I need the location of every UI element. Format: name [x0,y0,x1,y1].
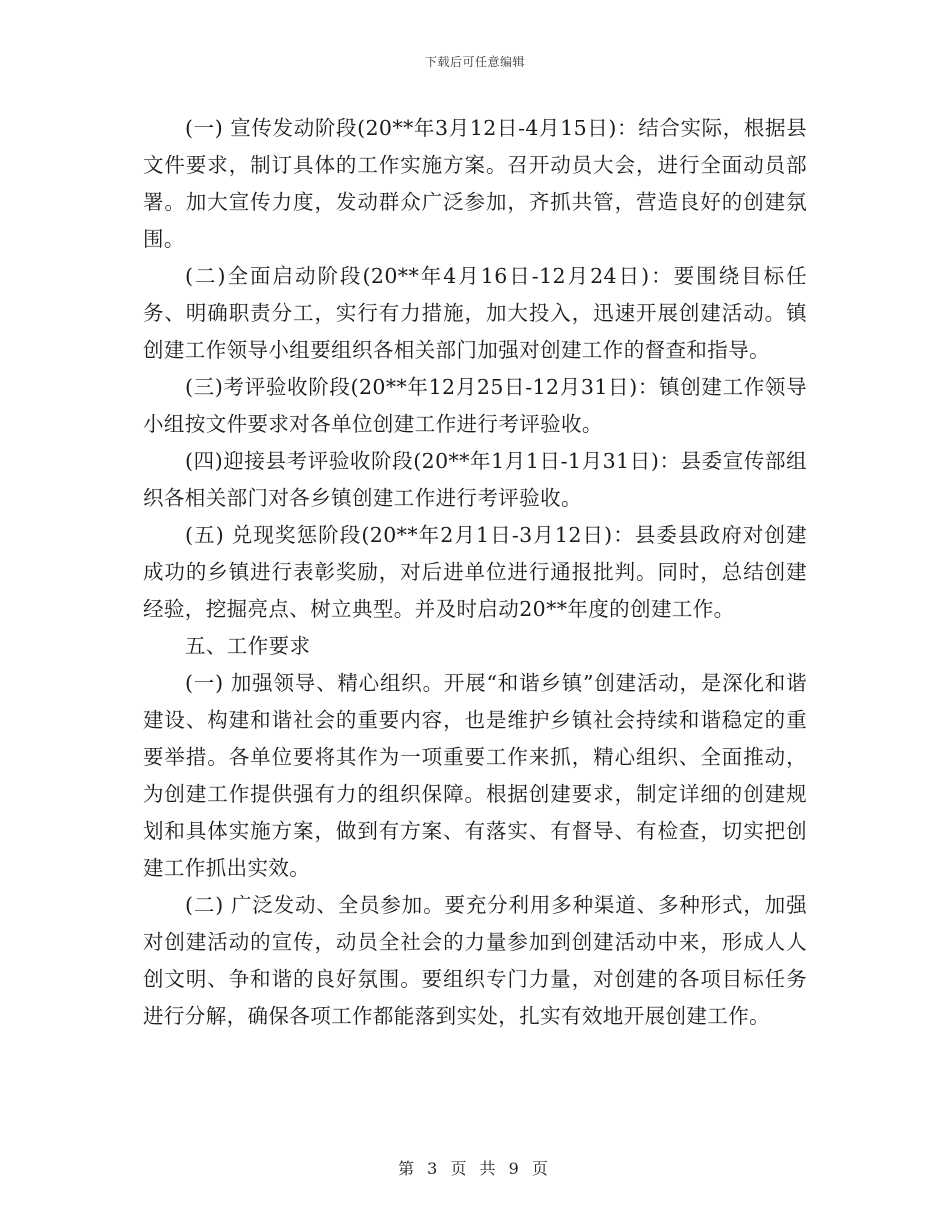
paragraph-stage-2: (二)全面启动阶段(20**年4月16日-12月24日)：要围绕目标任务、明确职责分工，实行有力措施，加大投入，迅速开展创建活动。镇创建工作领导小组要组织各相关部门加强对创建工作的督查和指导。 [143,264,807,362]
document-body [143,110,807,1035]
paragraph-requirement-2: (二) 广泛发动、全员参加。要充分利用多种渠道、多种形式，加强对创建活动的宣传，动员全社会的力量参加到创建活动中来，形成人人创文明、争和谐的良好氛围。要组织专门力量，对创建的各项目标任务进行分解，确保各项工作都能落到实处，扎实有效地开展创建工作。 [143,893,807,1028]
paragraph-stage-3: (三)考评验收阶段(20**年12月25日-12月31日)：镇创建工作领导小组按文件要求对各单位创建工作进行考评验收。 [143,375,807,436]
paragraph-stage-4: (四)迎接县考评验收阶段(20**年1月1日-1月31日)：县委宣传部组织各相关部门对各乡镇创建工作进行考评验收。 [143,449,807,510]
paragraph-stage-1: (一) 宣传发动阶段(20**年3月12日-4月15日)：结合实际，根据县文件要求，制订具体的工作实施方案。召开动员大会，进行全面动员部署。加大宣传力度，发动群众广泛参加，齐抓共管，营造良好的创建氛围。 [143,116,807,251]
page-number-footer: 第 3 页 共 9 页 [398,1159,552,1178]
paragraph-stage-5: (五) 兑现奖惩阶段(20**年2月1日-3月12日)：县委县政府对创建成功的乡镇进行表彰奖励，对后进单位进行通报批判。同时，总结创建经验，挖掘亮点、树立典型。并及时启动20**年度的创建工作。 [143,523,807,621]
page-header: 下载后可任意编辑 [424,55,525,69]
paragraph-requirement-1: (一) 加强领导、精心组织。开展“和谐乡镇”创建活动，是深化和谐建设、构建和谐社会的重要内容，也是维护乡镇社会持续和谐稳定的重要举措。各单位要将其作为一项重要工作来抓，精心组织、全面推动，为创建工作提供强有力的组织保障。根据创建要求，制定详细的创建规划和具体实施方案，做到有方案、有落实、有督导、有检查，切实把创建工作抓出实效。 [143,671,807,880]
section-heading-work-requirements: 五、工作要求 [185,634,311,658]
